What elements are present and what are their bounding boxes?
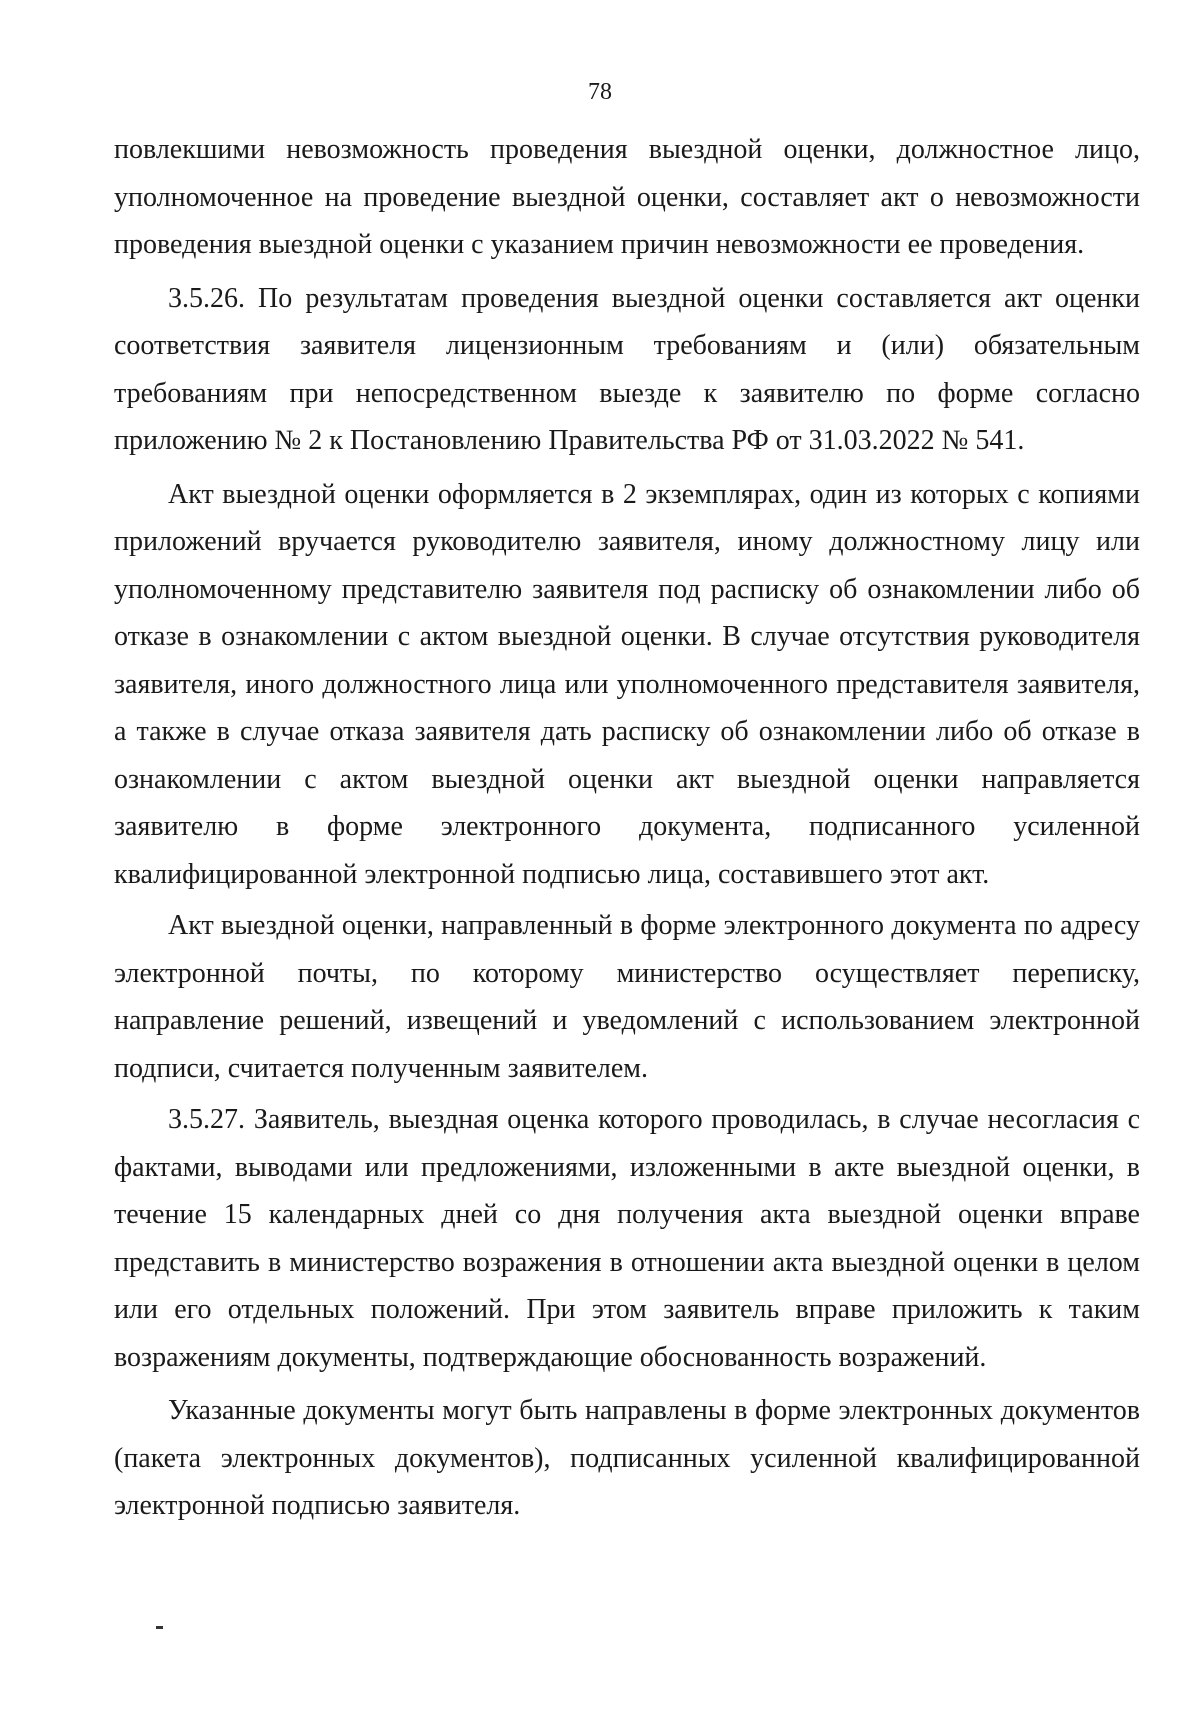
document-body — [114, 126, 1140, 1530]
paragraph-act-copies: Акт выездной оценки оформляется в 2 экземплярах, один из которых с копиями приложений вручается руководителю заявителя, иному должностному лицу или уполномоченному представителю заявителя под расписку об ознакомлении либо об отказе в ознакомлении с актом выездной оценки. В случае отсутствия руководителя заявителя, иного должностного лица или уполномоченного представителя заявителя, а также в случае отказа заявителя дать расписку об ознакомлении либо об отказе в ознакомлении с актом выездной оценки акт выездной оценки направляется заявителю в форме электронного документа, подписанного усиленной квалифицированной электронной подписью лица, составившего этот акт. — [114, 478, 1140, 890]
paragraph-3-5-26: 3.5.26. По результатам проведения выездной оценки составляется акт оценки соответствия заявителя лицензионным требованиям и (или) обязательным требованиям при непосредственном выезде к заявителю по форме согласно приложению № 2 к Постановлению Правительства РФ от 31.03.2022 № 541. — [114, 282, 1140, 456]
paragraph-3-5-27: 3.5.27. Заявитель, выездная оценка которого проводилась, в случае несогласия с фактами, выводами или предложениями, изложенными в акте выездной оценки, в течение 15 календарных дней со дня получения акта выездной оценки вправе представить в министерство возражения в отношении акта выездной оценки в целом или его отдельных положений. При этом заявитель вправе приложить к таким возражениям документы, подтверждающие обоснованность возражений. — [114, 1104, 1140, 1373]
scan-mark — [156, 1626, 163, 1629]
paragraph-continuation: повлекшими невозможность проведения выездной оценки, должностное лицо, уполномоченное на проведение выездной оценки, составляет акт о невозможности проведения выездной оценки с указанием причин невозможности ее проведения. — [114, 134, 1140, 260]
page-number: 78 — [588, 79, 612, 105]
paragraph-electronic-documents: Указанные документы могут быть направлены в форме электронных документов (пакета электронных документов), подписанных усиленной квалифицированной электронной подписью заявителя. — [114, 1395, 1140, 1521]
paragraph-act-electronic: Акт выездной оценки, направленный в форме электронного документа по адресу электронной почты, по которому министерство осуществляет переписку, направление решений, извещений и уведомлений с использованием электронной подписи, считается полученным заявителем. — [114, 910, 1140, 1084]
